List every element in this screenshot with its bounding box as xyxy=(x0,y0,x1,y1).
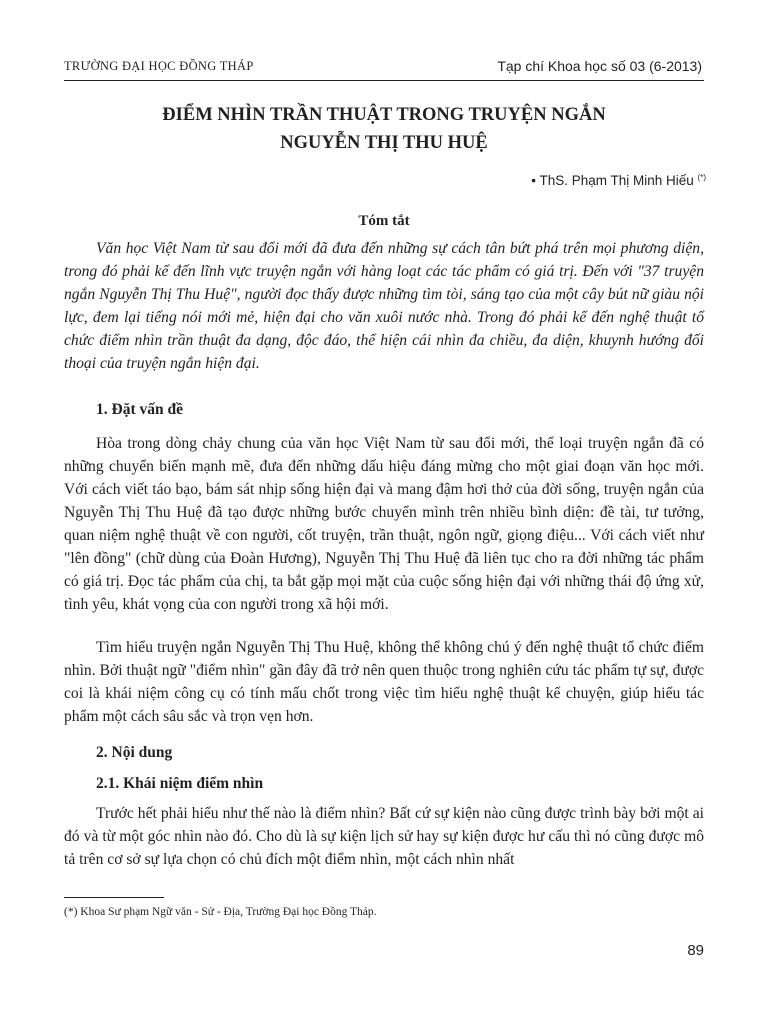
section-1-paragraph-2: Tìm hiểu truyện ngắn Nguyễn Thị Thu Huệ, không thể không chú ý đến nghệ thuật tổ chức điểm nhìn. Bởi thuật ngữ "điểm nhìn" gần đây đã trở nên quen thuộc trong nghiên cứu tác phẩm tự sự, được coi là khái niệm công cụ có tính mấu chốt trong việc tìm hiểu nghệ thuật kể chuyện, giúp hiểu tác phẩm một cách sâu sắc và trọn vẹn hơn. xyxy=(64,639,704,725)
section-2-1-paragraph-1: Trước hết phải hiểu như thế nào là điểm nhìn? Bất cứ sự kiện nào cũng được trình bày bởi một ai đó và từ một góc nhìn nào đó. Cho dù là sự kiện lịch sử hay sự kiện được hư cấu thì nó cũng được mô tả trên cơ sở sự lựa chọn có chủ đích một điểm nhìn, một cách nhìn nhất xyxy=(64,805,704,868)
header-university: TRƯỜNG ĐẠI HỌC ĐỒNG THÁP xyxy=(64,59,254,73)
header-journal: Tạp chí Khoa học số 03 (6-2013) xyxy=(497,58,702,74)
author-line xyxy=(531,173,706,188)
footnote-divider xyxy=(64,897,164,898)
article-title xyxy=(64,101,704,157)
section-2-1-heading: 2.1. Khái niệm điểm nhìn xyxy=(96,775,264,792)
article-title-line2: NGUYỄN THỊ THU HUỆ xyxy=(280,133,488,153)
article-title-line1: ĐIỂM NHÌN TRẦN THUẬT TRONG TRUYỆN NGẮN xyxy=(162,105,606,125)
section-1-paragraph-1: Hòa trong dòng chảy chung của văn học Việt Nam từ sau đổi mới, thể loại truyện ngắn đã có những chuyển biến mạnh mẽ, đưa đến những dấu hiệu đáng mừng cho một giai đoạn văn học mới. Với cách viết táo bạo, bám sát nhịp sống hiện đại và mang đậm hơi thở của đời sống, truyện ngắn của Nguyễn Thị Thu Huệ đã tạo được những bước chuyển mình trên nhiều bình diện: đề tài, tư tưởng, quan niệm nghệ thuật về con người, cốt truyện, trần thuật, ngôn ngữ, giọng điệu... Với cách viết như "lên đồng" (chữ dùng của Đoàn Hương), Nguyễn Thị Thu Huệ đã liên tục cho ra đời những tác phẩm có giá trị. Đọc tác phẩm của chị, ta bắt gặp mọi mặt của cuộc sống hiện đại với những thái độ ứng xử, tình yêu, khát vọng của con người trong xã hội mới. xyxy=(64,435,704,613)
section-2-heading: 2. Nội dung xyxy=(96,744,173,761)
footnote: (*) Khoa Sư phạm Ngữ văn - Sử - Địa, Trường Đại học Đồng Tháp. xyxy=(64,906,377,918)
abstract-heading: Tóm tắt xyxy=(358,213,410,229)
abstract-text: Văn học Việt Nam từ sau đổi mới đã đưa đến những sự cách tân bứt phá trên mọi phương diện, trong đó phải kể đến lĩnh vực truyện ngắn với hàng loạt các tác phẩm có giá trị. Đến với "37 truyện ngắn Nguyễn Thị Thu Huệ", người đọc thấy được những tìm tòi, sáng tạo của một cây bút nữ giàu nội lực, đem lại tiếng nói mới mẻ, hiện đại cho văn xuôi nước nhà. Trong đó phải kể đến nghệ thuật tổ chức điểm nhìn trần thuật đa dạng, độc đáo, thể hiện cái nhìn đa chiều, đa diện, khuynh hướng đối thoại của truyện ngắn hiện đại. xyxy=(64,240,704,372)
page-number: 89 xyxy=(687,942,704,959)
header-divider xyxy=(64,80,704,81)
section-1-heading: 1. Đặt vấn đề xyxy=(96,401,183,418)
author-footnote-mark: (*) xyxy=(697,173,706,182)
author-name: • ThS. Phạm Thị Minh Hiếu xyxy=(531,173,694,188)
